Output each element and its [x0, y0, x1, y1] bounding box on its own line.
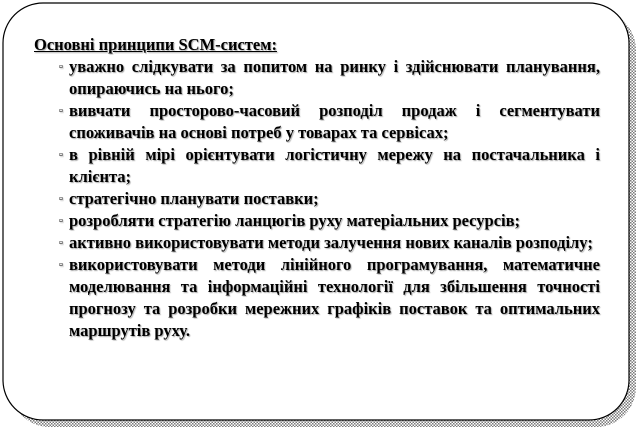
list-item-text: уважно слідкувати за попитом на ринку і здійснювати планування, опираючись на нього; — [69, 57, 600, 98]
list-item-text: розробляти стратегію ланцюгів руху матеріальних ресурсів; — [69, 211, 521, 230]
bullet-icon: ▫ — [59, 193, 63, 205]
list-item-text: використовувати методи лінійного програмування, математичне моделювання та інформаційні технології для збільшення точності прогнозу та розробки мережних графіків поставок та оптимальних маршрутів руху. — [69, 255, 600, 340]
list-item-text: вивчати просторово-часовий розподіл продаж і сегментувати споживачів на основі потреб у товарах та сервісах; — [69, 101, 600, 142]
bullet-icon: ▫ — [59, 105, 63, 117]
bullet-icon: ▫ — [59, 237, 63, 249]
principles-heading: Основні принципи SCM-систем: — [34, 35, 277, 54]
list-item-text: в рівній мірі орієнтувати логістичну мережу на постачальника і клієнта; — [69, 145, 600, 186]
bullet-icon: ▫ — [59, 215, 63, 227]
list-item — [34, 232, 600, 254]
bullet-icon: ▫ — [59, 149, 63, 161]
list-item-text: стратегічно планувати поставки; — [69, 189, 319, 208]
list-item — [34, 100, 600, 144]
list-item — [34, 56, 600, 100]
list-item — [34, 144, 600, 188]
bullet-icon: ▫ — [59, 259, 63, 271]
list-item — [34, 188, 600, 210]
list-item — [34, 254, 600, 342]
principles-list — [34, 56, 600, 342]
list-item-text: активно використовувати методи залучення нових каналів розподілу; — [69, 233, 593, 252]
bullet-icon: ▫ — [59, 61, 63, 73]
principles-text-block — [34, 34, 600, 342]
list-item — [34, 210, 600, 232]
